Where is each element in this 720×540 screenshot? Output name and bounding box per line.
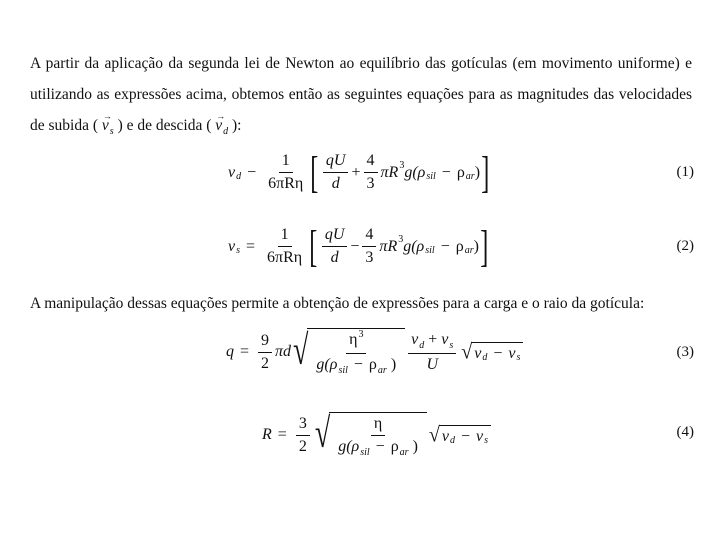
equation-2-number: (2) [676, 238, 694, 254]
equation-1: v d − $\frac{1}{\text{6πRη}}$ [ $\frac{qU}{d}$ + $\frac{4}{3}$ πR 3 g(ρ sil − ρ ar ) ] [228, 147, 490, 197]
equation-1-number: (1) [676, 164, 694, 180]
equation-4-number: (4) [676, 424, 694, 440]
vd-vector-symbol: → $v_d$ [215, 110, 228, 143]
intro-text-3: ): [232, 117, 242, 134]
vs-vector-symbol: → $v_s$ [102, 110, 114, 143]
equation-2: v s = $\frac{1}{\text{6πRη}}$ [ $\frac{qU}{d}$ − $\frac{4}{3}$ πR 3 g(ρ sil − ρ ar ) ] [228, 221, 489, 271]
equation-3: q = $\frac{9}{2}$ πd √ $\frac{\eta^3}{g(\rho_{sil} - \rho_{ar} )}$ $\frac{v_d + v_s}{U}$ √ v d − v s [226, 328, 523, 376]
manipulation-paragraph: A manipulação dessas equações permite a obtenção de expressões para a carga e o raio da gotícula: [30, 295, 645, 312]
intro-text-2: ) e de descida ( [117, 117, 212, 134]
equation-3-number: (3) [676, 344, 694, 360]
intro-text-1: A partir da aplicação da segunda lei de Newton ao equilíbrio das gotículas (em movimento uniforme) e utilizando as expressões acima, obtemos então as seguintes equações para as magnitudes das velocidades de subida ( [30, 55, 692, 134]
intro-paragraph [30, 48, 692, 143]
equation-4: R = $\frac{3}{2}$ √ $\frac{\eta}{g(\rho_{sil} - \rho_{ar} )}$ √ v d − v s [262, 412, 491, 458]
